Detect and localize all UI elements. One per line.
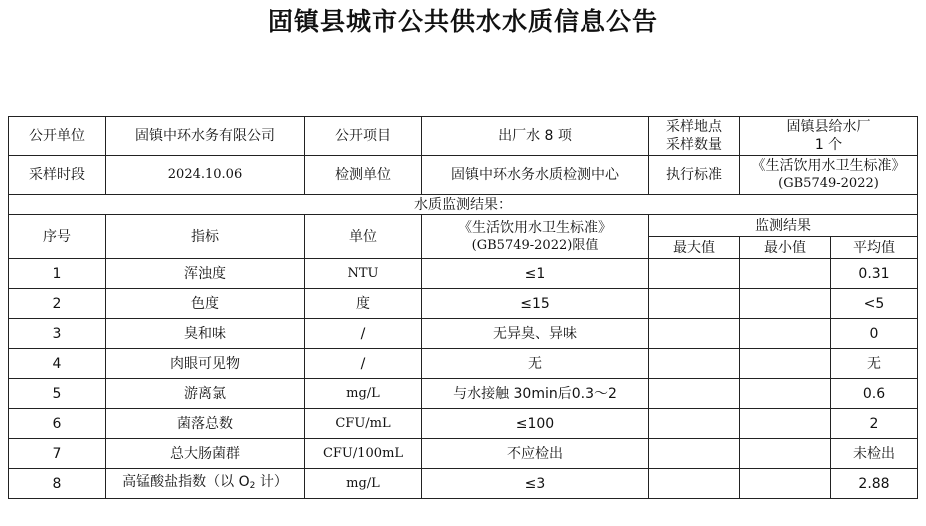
lab-value: 固镇中环水务水质检测中心 [422, 156, 649, 195]
row-limit: ≤100 [422, 409, 649, 439]
header-avg: 平均值 [831, 237, 918, 259]
table-row [9, 379, 918, 409]
row-limit: ≤15 [422, 289, 649, 319]
table-row [9, 469, 918, 499]
row-unit: / [305, 319, 422, 349]
header-monitor: 监测结果 [649, 215, 918, 237]
row-min [740, 379, 831, 409]
row-limit: 无异臭、异味 [422, 319, 649, 349]
row-avg: 0.6 [831, 379, 918, 409]
row-indicator: 肉眼可见物 [106, 349, 305, 379]
row-no: 7 [9, 439, 106, 469]
row-indicator: 菌落总数 [106, 409, 305, 439]
row-avg: 2.88 [831, 469, 918, 499]
results-caption: 水质监测结果： [9, 195, 918, 215]
water-quality-table [8, 116, 918, 499]
table-row [9, 259, 918, 289]
row-max [649, 469, 740, 499]
header-unit: 单位 [305, 215, 422, 259]
header-limit [422, 215, 649, 259]
row-no: 8 [9, 469, 106, 499]
row-limit: ≤1 [422, 259, 649, 289]
row-max [649, 319, 740, 349]
header-limit-2: (GB5749-2022)限值 [471, 237, 599, 253]
row-max [649, 349, 740, 379]
row-max [649, 289, 740, 319]
header-limit-1: 《生活饮用水卫生标准》 [458, 219, 612, 236]
time-value: 2024.10.06 [106, 156, 305, 195]
row-avg: <5 [831, 289, 918, 319]
item-value: 出厂水 8 项 [422, 117, 649, 156]
row-min [740, 319, 831, 349]
std-label: 执行标准 [649, 156, 740, 195]
row-indicator [106, 469, 305, 499]
publisher-value: 固镇中环水务有限公司 [106, 117, 305, 156]
site-label-2: 采样数量 [666, 137, 722, 153]
row-indicator-tail: 计） [255, 473, 288, 490]
row-avg: 未检出 [831, 439, 918, 469]
site-labels [649, 117, 740, 156]
row-no: 2 [9, 289, 106, 319]
row-unit: / [305, 349, 422, 379]
table-row [9, 409, 918, 439]
header-no: 序号 [9, 215, 106, 259]
row-avg: 无 [831, 349, 918, 379]
row-indicator: 游离氯 [106, 379, 305, 409]
row-limit: 不应检出 [422, 439, 649, 469]
row-indicator: 臭和味 [106, 319, 305, 349]
header-max: 最大值 [649, 237, 740, 259]
row-limit: ≤3 [422, 469, 649, 499]
site-label-1: 采样地点 [666, 119, 722, 135]
row-max [649, 409, 740, 439]
row-unit: CFU/100mL [305, 439, 422, 469]
row-unit: CFU/mL [305, 409, 422, 439]
site-value-2: 1 个 [814, 137, 843, 153]
row-indicator-text: 高锰酸盐指数（以 O [122, 473, 250, 490]
row-unit: NTU [305, 259, 422, 289]
row-indicator: 浑浊度 [106, 259, 305, 289]
header-min: 最小值 [740, 237, 831, 259]
row-avg: 0.31 [831, 259, 918, 289]
site-value-1: 固镇县给水厂 [786, 119, 871, 135]
row-max [649, 259, 740, 289]
table-row [9, 439, 918, 469]
std-value-1: 《生活饮用水卫生标准》 [751, 158, 906, 174]
row-limit: 与水接触 30min后0.3～2 [422, 379, 649, 409]
publisher-label: 公开单位 [9, 117, 106, 156]
row-avg: 2 [831, 409, 918, 439]
row-no: 5 [9, 379, 106, 409]
site-values [740, 117, 918, 156]
row-limit: 无 [422, 349, 649, 379]
row-indicator-subscript: 2 [249, 480, 256, 491]
table-row [9, 349, 918, 379]
row-min [740, 439, 831, 469]
row-min [740, 259, 831, 289]
row-max [649, 379, 740, 409]
row-min [740, 289, 831, 319]
lab-label: 检测单位 [305, 156, 422, 195]
row-no: 3 [9, 319, 106, 349]
results-caption-row [9, 195, 918, 215]
time-label: 采样时段 [9, 156, 106, 195]
info-row-2 [9, 156, 918, 195]
row-no: 6 [9, 409, 106, 439]
std-value-2: (GB5749-2022) [778, 176, 879, 191]
row-min [740, 349, 831, 379]
row-indicator: 色度 [106, 289, 305, 319]
info-row-1 [9, 117, 918, 156]
row-no: 4 [9, 349, 106, 379]
row-indicator: 总大肠菌群 [106, 439, 305, 469]
row-unit: mg/L [305, 469, 422, 499]
row-no: 1 [9, 259, 106, 289]
row-min [740, 409, 831, 439]
page-title: 固镇县城市公共供水水质信息公告 [267, 7, 658, 36]
header-row-1 [9, 215, 918, 237]
row-max [649, 439, 740, 469]
table-row [9, 319, 918, 349]
item-label: 公开项目 [305, 117, 422, 156]
header-indicator: 指标 [106, 215, 305, 259]
row-avg: 0 [831, 319, 918, 349]
row-unit: 度 [305, 289, 422, 319]
std-value [740, 156, 918, 195]
row-min [740, 469, 831, 499]
row-unit: mg/L [305, 379, 422, 409]
table-row [9, 289, 918, 319]
